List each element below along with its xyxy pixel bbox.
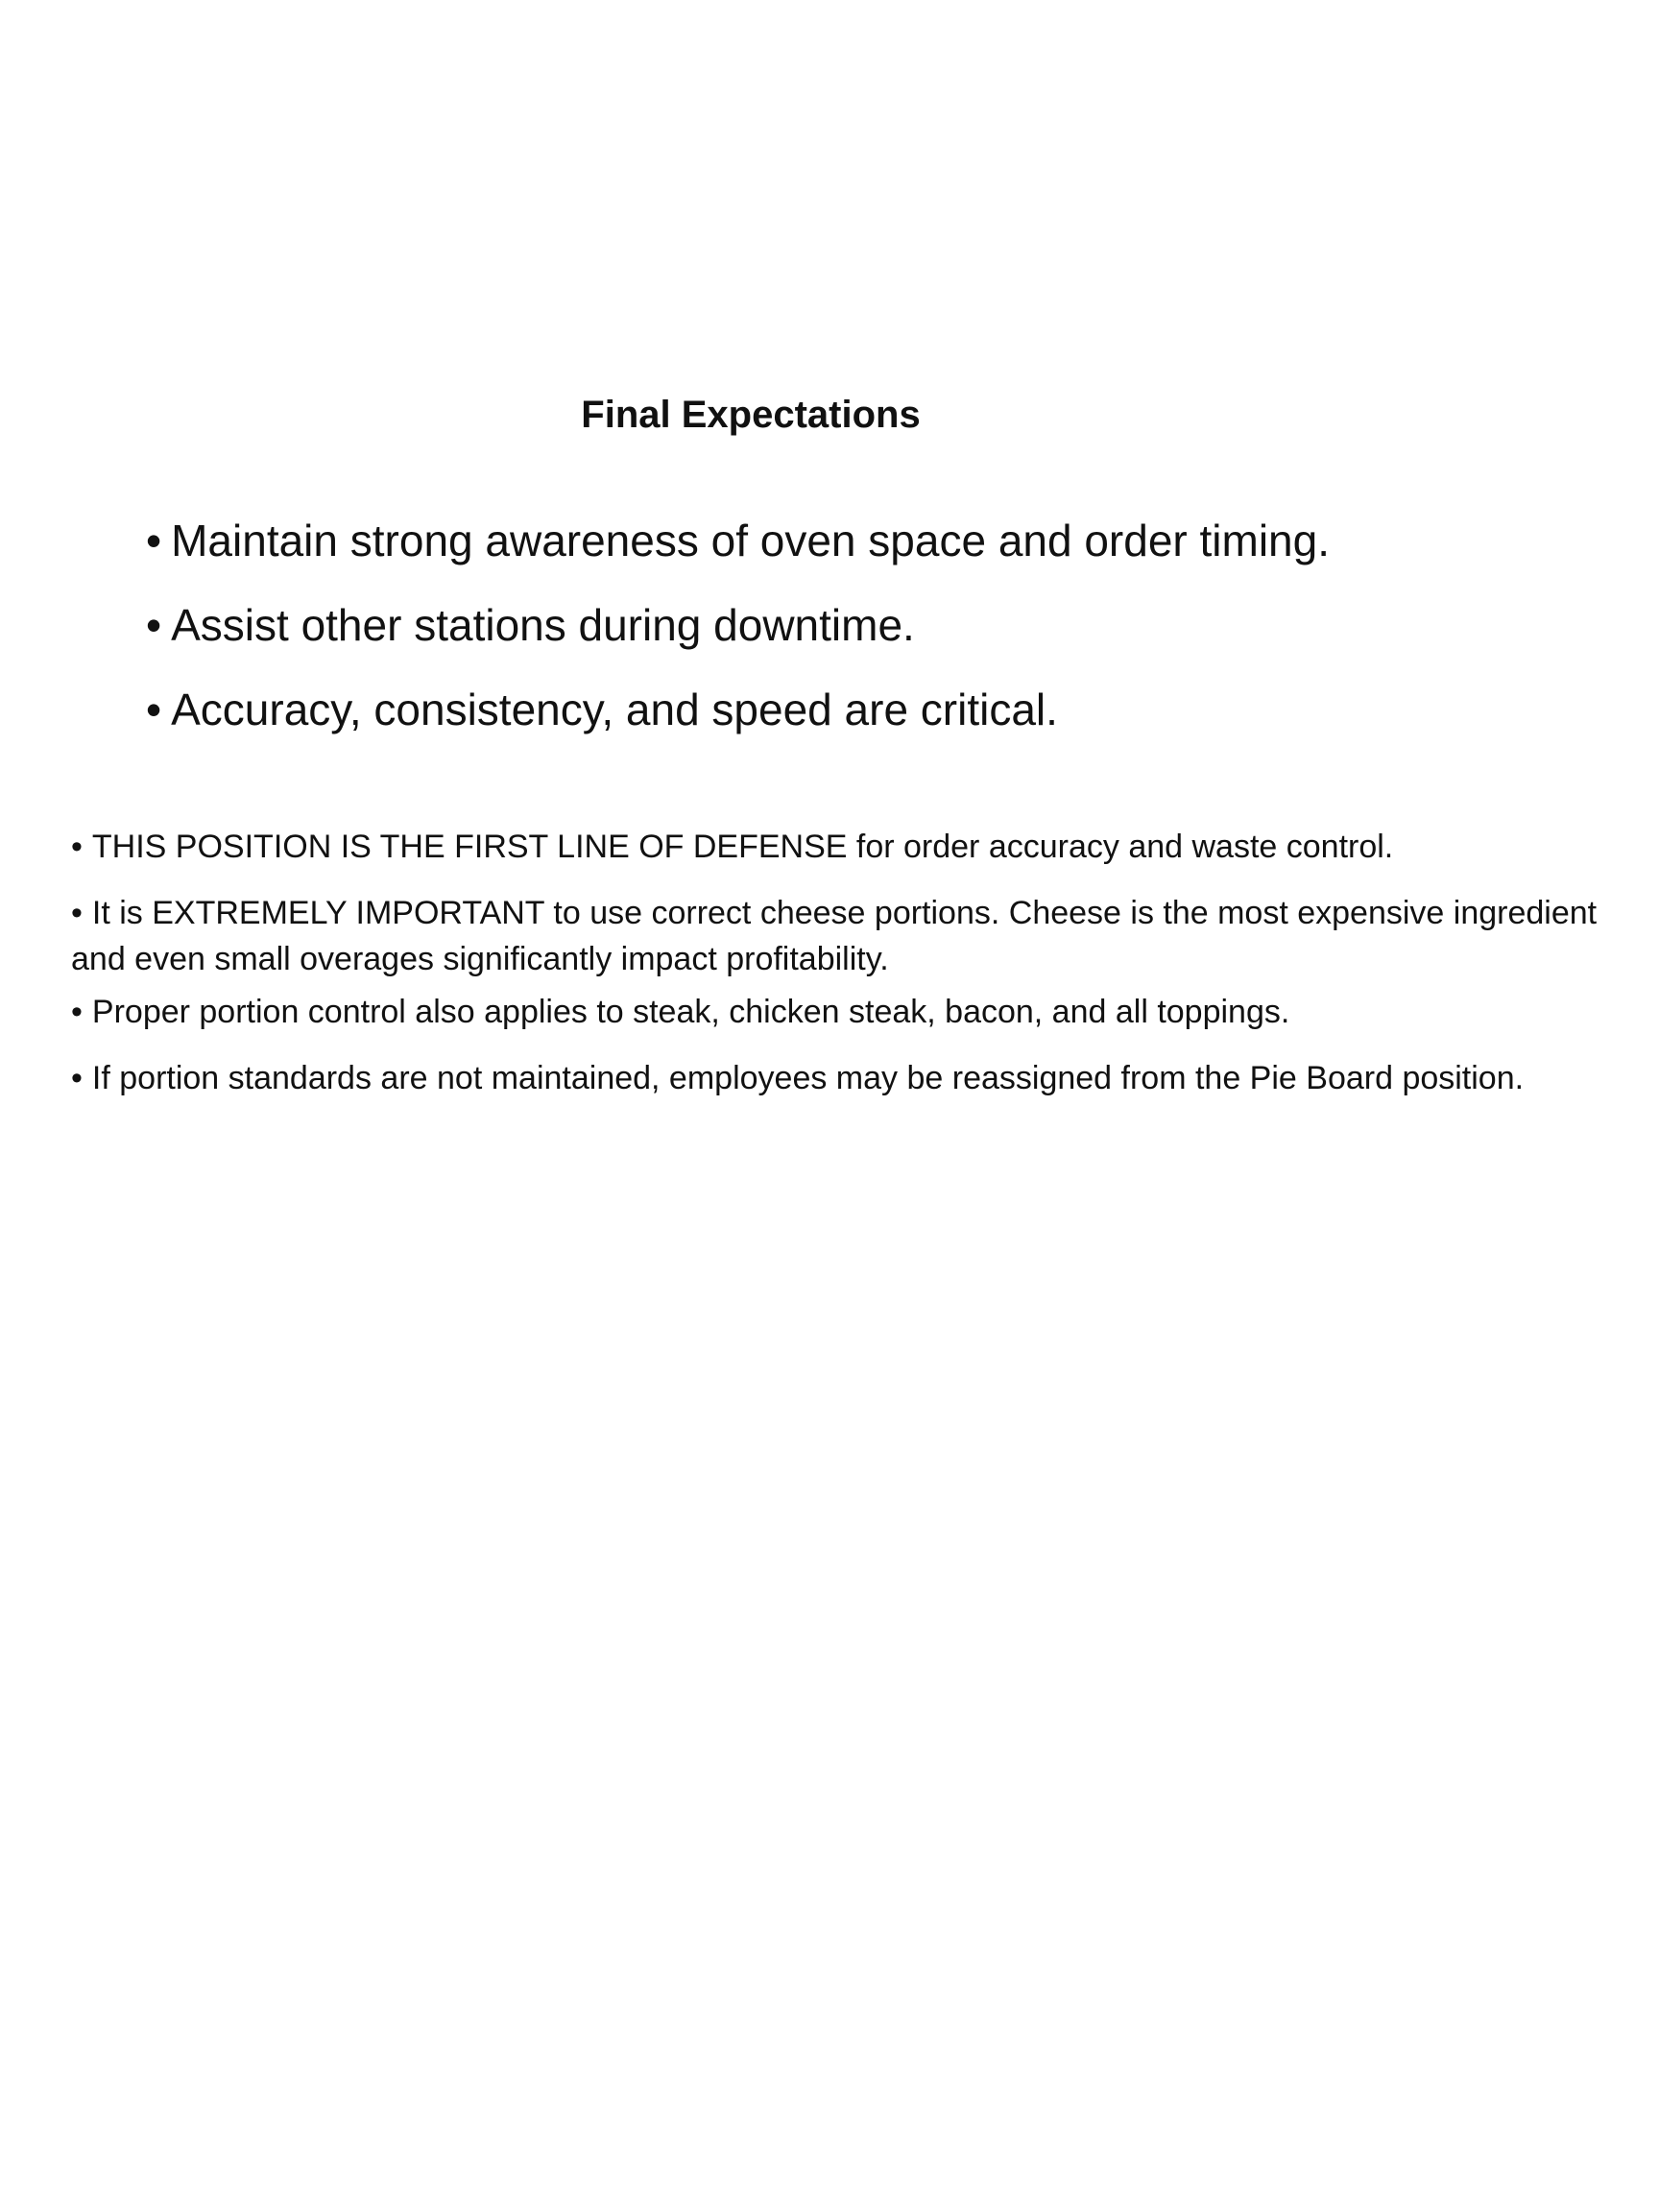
list-item	[71, 824, 1607, 870]
list-item-text: Assist other stations during downtime.	[171, 600, 915, 650]
page-title: Final Expectations	[581, 394, 921, 436]
list-item-text: Maintain strong awareness of oven space and order timing.	[171, 516, 1331, 565]
list-item	[71, 890, 1607, 982]
list-item	[146, 515, 1330, 566]
bullet-marker: •	[146, 600, 162, 650]
policy-notes-list	[71, 824, 1607, 1101]
major-expectations-list	[146, 515, 1330, 768]
bullet-marker: •	[71, 829, 83, 865]
bullet-marker: •	[146, 685, 162, 734]
list-item-text: If portion standards are not maintained, employees may be reassigned from the Pie Board position.	[91, 1060, 1525, 1096]
bullet-marker: •	[71, 1060, 83, 1096]
list-item-text: It is EXTREMELY IMPORTANT to use correct cheese portions. Cheese is the most expensive ingredient and even small overages significantly impact profitability.	[71, 895, 1598, 977]
list-item-text: Accuracy, consistency, and speed are critical.	[171, 685, 1058, 734]
list-item	[146, 684, 1330, 735]
list-item-text: THIS POSITION IS THE FIRST LINE OF DEFENSE for order accuracy and waste control.	[91, 829, 1394, 865]
bullet-marker: •	[71, 895, 83, 931]
list-item-text: Proper portion control also applies to steak, chicken steak, bacon, and all toppings.	[91, 994, 1290, 1030]
list-item	[71, 1055, 1607, 1101]
bullet-marker: •	[146, 516, 162, 565]
list-item	[146, 599, 1330, 651]
list-item	[71, 989, 1607, 1035]
bullet-marker: •	[71, 994, 83, 1030]
